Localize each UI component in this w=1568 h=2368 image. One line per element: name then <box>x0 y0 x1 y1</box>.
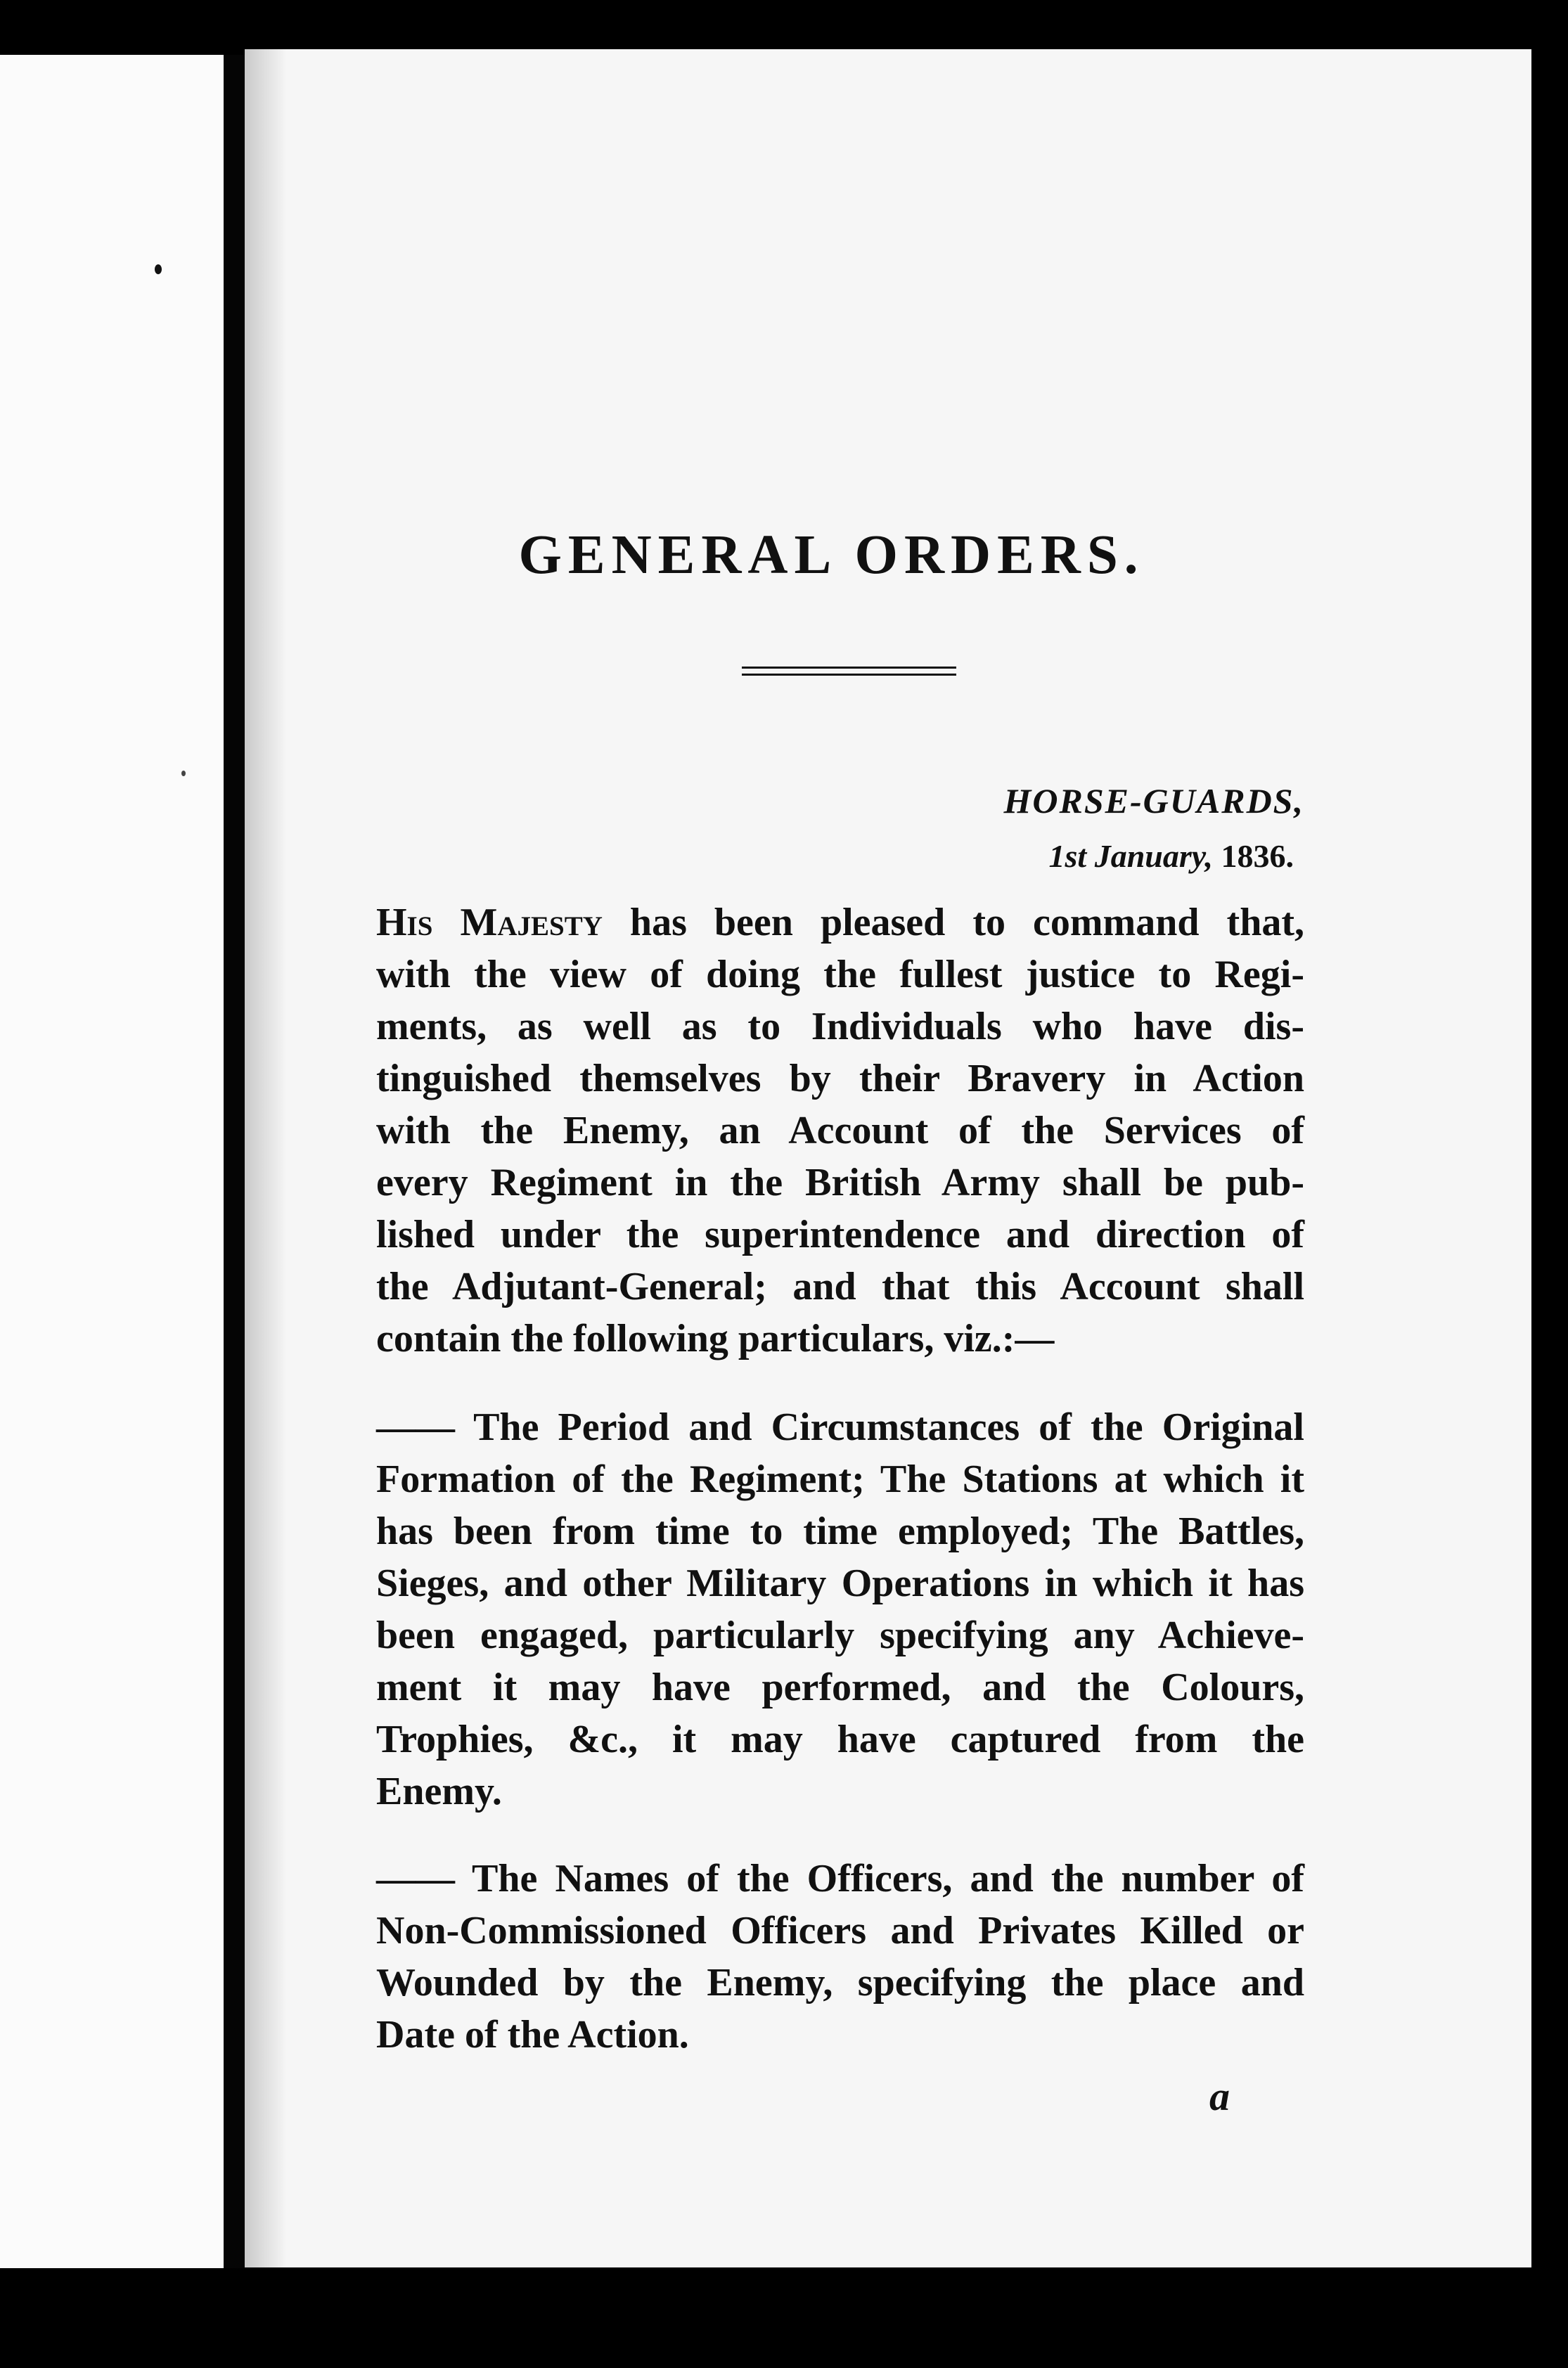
paragraph-line: —— The Names of the Officers, and the number of <box>376 1857 1304 1900</box>
date-year: 1836. <box>1221 838 1294 874</box>
title-rule <box>742 667 956 669</box>
paragraph-line: Non-Commissioned Officers and Privates Killed or <box>376 1909 1304 1952</box>
dateline-place: HORSE-GUARDS, <box>1003 781 1304 821</box>
paragraph-line: contain the following particulars, viz.:— <box>376 1317 1055 1360</box>
paragraph-line: —— The Period and Circumstances of the Original <box>376 1405 1304 1449</box>
paragraph-intro <box>376 896 1304 1365</box>
paragraph-line: tinguished themselves by their Bravery in Action <box>376 1057 1304 1100</box>
date-month: January, <box>1094 838 1213 874</box>
ink-speck <box>181 771 186 776</box>
ink-speck <box>155 264 162 274</box>
dateline-date <box>366 837 1294 875</box>
signature-mark: a <box>1209 2073 1230 2119</box>
title-rule <box>742 674 956 676</box>
paragraph-line: ment it may have performed, and the Colours, <box>376 1666 1304 1709</box>
paragraph-line: the Adjutant-General; and that this Account shall <box>376 1265 1304 1308</box>
paragraph-officers <box>376 1853 1304 2061</box>
page-title: GENERAL ORDERS. <box>518 525 1145 586</box>
paragraph-line: Date of the Action. <box>376 2013 689 2057</box>
paragraph-formation <box>376 1401 1304 1817</box>
paragraph-line: with the Enemy, an Account of the Services of <box>376 1109 1304 1152</box>
paragraph-line: with the view of doing the fullest justice to Regi- <box>376 953 1304 996</box>
paragraph-line: lished under the superintendence and direction of <box>376 1213 1304 1256</box>
paragraph-line: Formation of the Regiment; The Stations at which it <box>376 1458 1304 1501</box>
paragraph-line: been engaged, particularly specifying any Achieve- <box>376 1614 1304 1657</box>
paragraph-line: has been from time to time employed; The Battles, <box>376 1510 1304 1553</box>
paragraph-line: His Majesty has been pleased to command that, <box>376 901 1304 944</box>
paragraph-line: Trophies, &c., it may have captured from the <box>376 1718 1304 1761</box>
paragraph-line: every Regiment in the British Army shall be pub- <box>376 1161 1304 1204</box>
lead-words: His Majesty <box>376 901 603 944</box>
document-page <box>245 49 1531 2267</box>
paragraph-line: Sieges, and other Military Operations in which it has <box>376 1562 1304 1605</box>
book-gutter <box>224 55 245 2268</box>
gutter-shadow <box>245 49 287 2267</box>
paragraph-line: Enemy. <box>376 1770 502 1813</box>
date-day: 1st <box>1048 838 1087 874</box>
paragraph-line: ments, as well as to Individuals who have dis- <box>376 1005 1304 1048</box>
left-page-edge <box>0 55 224 2268</box>
paragraph-line: Wounded by the Enemy, specifying the place and <box>376 1961 1304 2005</box>
